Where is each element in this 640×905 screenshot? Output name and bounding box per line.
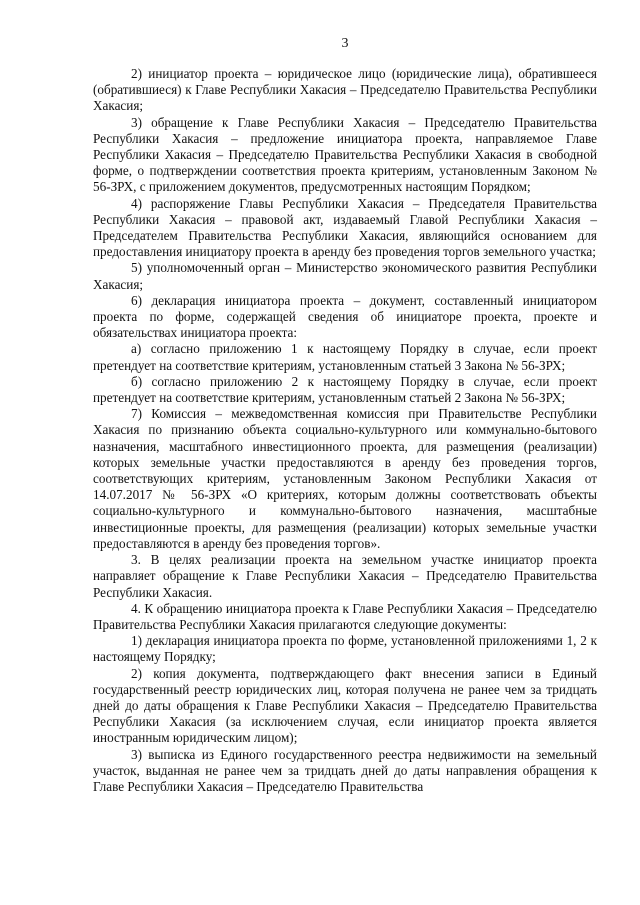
page-number: 3 (341, 36, 349, 51)
paragraph-definition-3: 3) обращение к Главе Республики Хакасия – Председателю Правительства Республики Хакасия – предложение инициатора проекта, направляемое Главе Республики Хакасия – Председателю Правительства Республики Хакасия в свободной форме, о подтверждении соответствия проекта критериям, установленным Законом № 56-ЗРХ, с приложением документов, предусмотренных настоящим Порядком; (93, 114, 597, 195)
paragraph-definition-6b: б) согласно приложению 2 к настоящему Порядку в случае, если проект претендует на соответствие критериям, установленным статьей 2 Закона № 56-ЗРХ; (93, 373, 597, 406)
paragraph-document-2: 2) копия документа, подтверждающего факт внесения записи в Единый государственный реестр юридических лиц, которая получена не ранее чем за тридцать дней до даты обращения к Главе Республики Хакасия – Председателю Правительства Республики Хакасия (за исключением случая, если инициатор проекта является иностранным юридическим лицом); (93, 665, 597, 746)
paragraph-definition-4: 4) распоряжение Главы Республики Хакасия – Председателя Правительства Республики Хакасия – правовой акт, издаваемый Главой Республики Хакасия – Председателем Правительства Республики Хакасия, являющийся основанием для предоставления инициатору проекта в аренду без проведения торгов земельного участка; (93, 195, 597, 260)
paragraph-section-3: 3. В целях реализации проекта на земельном участке инициатор проекта направляет обращение к Главе Республики Хакасия – Председателю Правительства Республики Хакасия. (93, 552, 597, 600)
paragraph-document-1: 1) декларация инициатора проекта по форме, установленной приложениями 1, 2 к настоящему Порядку; (93, 633, 597, 665)
document-body (93, 66, 597, 795)
paragraph-definition-2: 2) инициатор проекта – юридическое лицо (юридические лица), обратившееся (обратившиеся) к Главе Республики Хакасия – Председателю Правительства Республики Хакасия; (93, 66, 597, 114)
paragraph-definition-7: 7) Комиссия – межведомственная комиссия при Правительстве Республики Хакасия по признанию объекта социально-культурного или коммунально-бытового назначения, масштабного инвестиционного проекта, для размещения (реализации) которых земельные участки предоставляются в аренду без проведения торгов, соответствующих критериям, установленным Законом Республики Хакасия от 14.07.2017 № 56-ЗРХ «О критериях, которым должны соответствовать объекты социально-культурного и коммунально-бытового назначения, масштабные инвестиционные проекты, для размещения (реализации) которых земельные участки предоставляются в аренду без проведения торгов». (93, 406, 597, 551)
paragraph-section-4: 4. К обращению инициатора проекта к Главе Республики Хакасия – Председателю Правительства Республики Хакасия прилагаются следующие документы: (93, 600, 597, 632)
paragraph-definition-6: 6) декларация инициатора проекта – документ, составленный инициатором проекта по форме, содержащей сведения об инициаторе проекта, проекте и обязательствах инициатора проекта: (93, 292, 597, 341)
paragraph-definition-6a: а) согласно приложению 1 к настоящему Порядку в случае, если проект претендует на соответствие критериям, установленным статьей 3 Закона № 56-ЗРХ; (93, 341, 597, 373)
paragraph-document-3: 3) выписка из Единого государственного реестра недвижимости на земельный участок, выданная не ранее чем за тридцать дней до даты направления обращения к Главе Республики Хакасия – Председателю Правительства (93, 746, 597, 794)
paragraph-definition-5: 5) уполномоченный орган – Министерство экономического развития Республики Хакасия; (93, 260, 597, 292)
